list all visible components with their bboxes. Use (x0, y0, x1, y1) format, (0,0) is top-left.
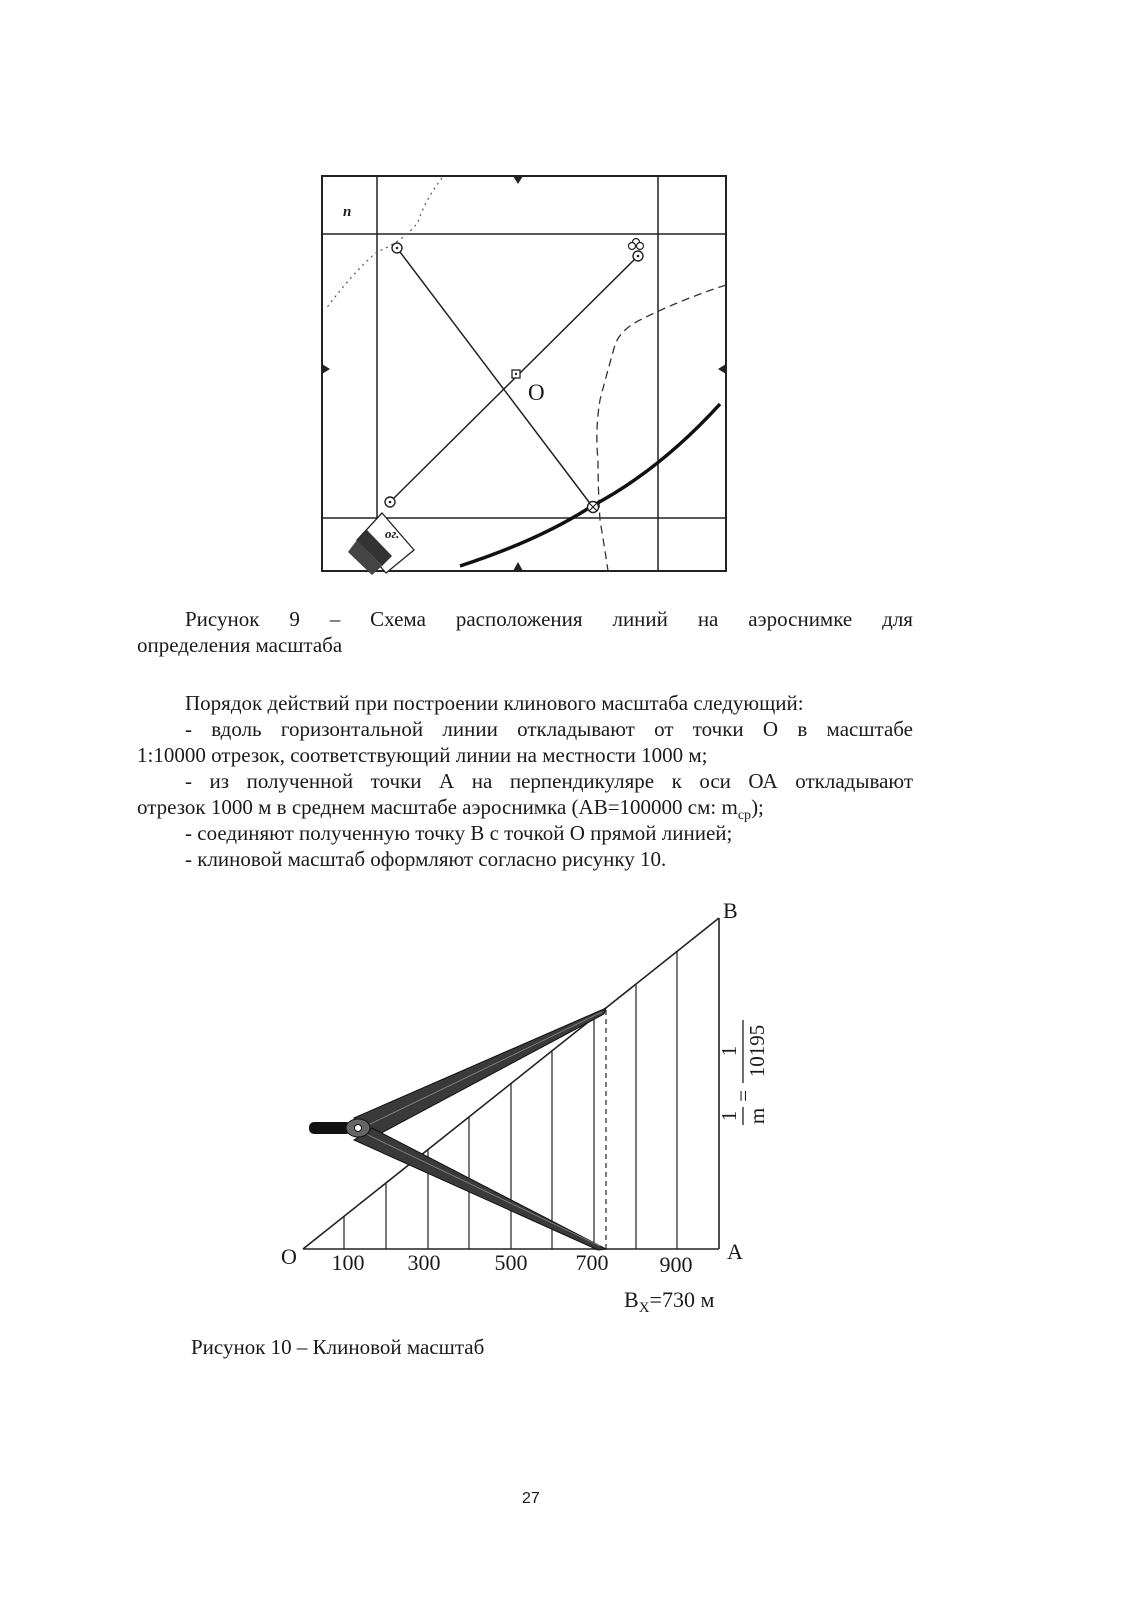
ratio-equals: = (731, 1090, 755, 1102)
road-curve (460, 404, 720, 566)
label-point-B: B (723, 898, 738, 923)
page-number: 27 (522, 1490, 540, 1507)
ratio-left-den: m (745, 1107, 769, 1125)
ratio-left-num: 1 (717, 1110, 741, 1122)
caption-word: – (329, 607, 341, 631)
tick-label: 500 (494, 1250, 528, 1275)
step2-subscript: ср (737, 808, 752, 824)
fiducial-top-icon (513, 176, 523, 184)
tick-label: 700 (575, 1250, 609, 1275)
procedure-step3: - соединяют полученную точку В с точкой О прямой линией; (185, 821, 733, 845)
divider-upper-leg (354, 1008, 606, 1138)
bx-value: =730 м (649, 1287, 715, 1312)
caption-word: для (882, 607, 913, 631)
tick-label: 300 (407, 1250, 441, 1275)
fiducial-left-icon (322, 364, 330, 374)
center-square-dot (515, 373, 517, 375)
diagonal-line-1 (397, 248, 592, 506)
fiducial-bottom-icon (513, 562, 523, 571)
caption-word: 9 (289, 607, 300, 631)
label-point-A: A (727, 1239, 743, 1264)
procedure-intro: Порядок действий при построении клинового масштаба следующий: (185, 691, 804, 715)
fiducial-right-icon (718, 364, 726, 374)
figure-9-aerial-scheme (0, 0, 1131, 600)
tree-symbol-icon (629, 239, 644, 250)
bx-main: B (624, 1287, 639, 1312)
figure-9-caption-line1 (185, 606, 913, 632)
caption-word: на (697, 607, 719, 631)
bx-subscript: X (638, 1300, 650, 1316)
procedure-step4: - клиновой масштаб оформляют согласно рисунку 10. (185, 847, 667, 871)
procedure-step1-line2: 1:10000 отрезок, соответствующий линии на местности 1000 м; (137, 743, 708, 767)
point-marker-top-left-icon (392, 243, 402, 253)
photo-frame (322, 176, 726, 571)
tick-label: 900 (659, 1252, 693, 1277)
diagonal-line-2 (390, 256, 638, 502)
caption-word: аэроснимке (748, 607, 853, 631)
caption-word: расположения (455, 607, 583, 631)
divider-handle (309, 1122, 351, 1134)
tick-label: 100 (331, 1250, 365, 1275)
label-center-O: О (528, 380, 545, 405)
figure-10-caption: Рисунок 10 – Клиновой масштаб (191, 1335, 485, 1359)
point-marker-top-right-icon (633, 251, 643, 261)
bx-value-label (624, 1287, 714, 1316)
dotted-boundary-top (377, 178, 442, 252)
label-p: п (343, 204, 352, 220)
ratio-right-den: 10195 (745, 1024, 769, 1078)
caption-word: линий (612, 607, 668, 631)
caption-word: Рисунок (185, 607, 260, 631)
dotted-boundary-left (325, 252, 377, 310)
point-marker-road-icon (588, 502, 599, 513)
point-marker-bottom-left-icon (385, 497, 395, 507)
dashed-track (597, 285, 726, 571)
step2-close: ); (751, 795, 764, 819)
procedure-step1-line1: - вдоль горизонтальной линии откладывают от точки О в масштабе (185, 717, 913, 741)
figure-9-caption-line2: определения масштаба (137, 633, 343, 657)
ratio-right-num: 1 (717, 1045, 741, 1057)
scale-ratio-formula (717, 1020, 769, 1125)
procedure-step2-line1: - из полученной точки А на перпендикуляре к оси ОА откладывают (185, 769, 913, 793)
step2-text: отрезок 1000 м в среднем масштабе аэроснимка (АВ=100000 см: m (137, 795, 738, 819)
building-symbol-icon (348, 513, 414, 575)
caption-word: Схема (370, 607, 426, 631)
figure-9-caption (185, 606, 913, 632)
label-point-O: O (281, 1244, 297, 1269)
figure-10-wedge-scale (0, 880, 1131, 1320)
label-og: ог. (385, 526, 400, 541)
